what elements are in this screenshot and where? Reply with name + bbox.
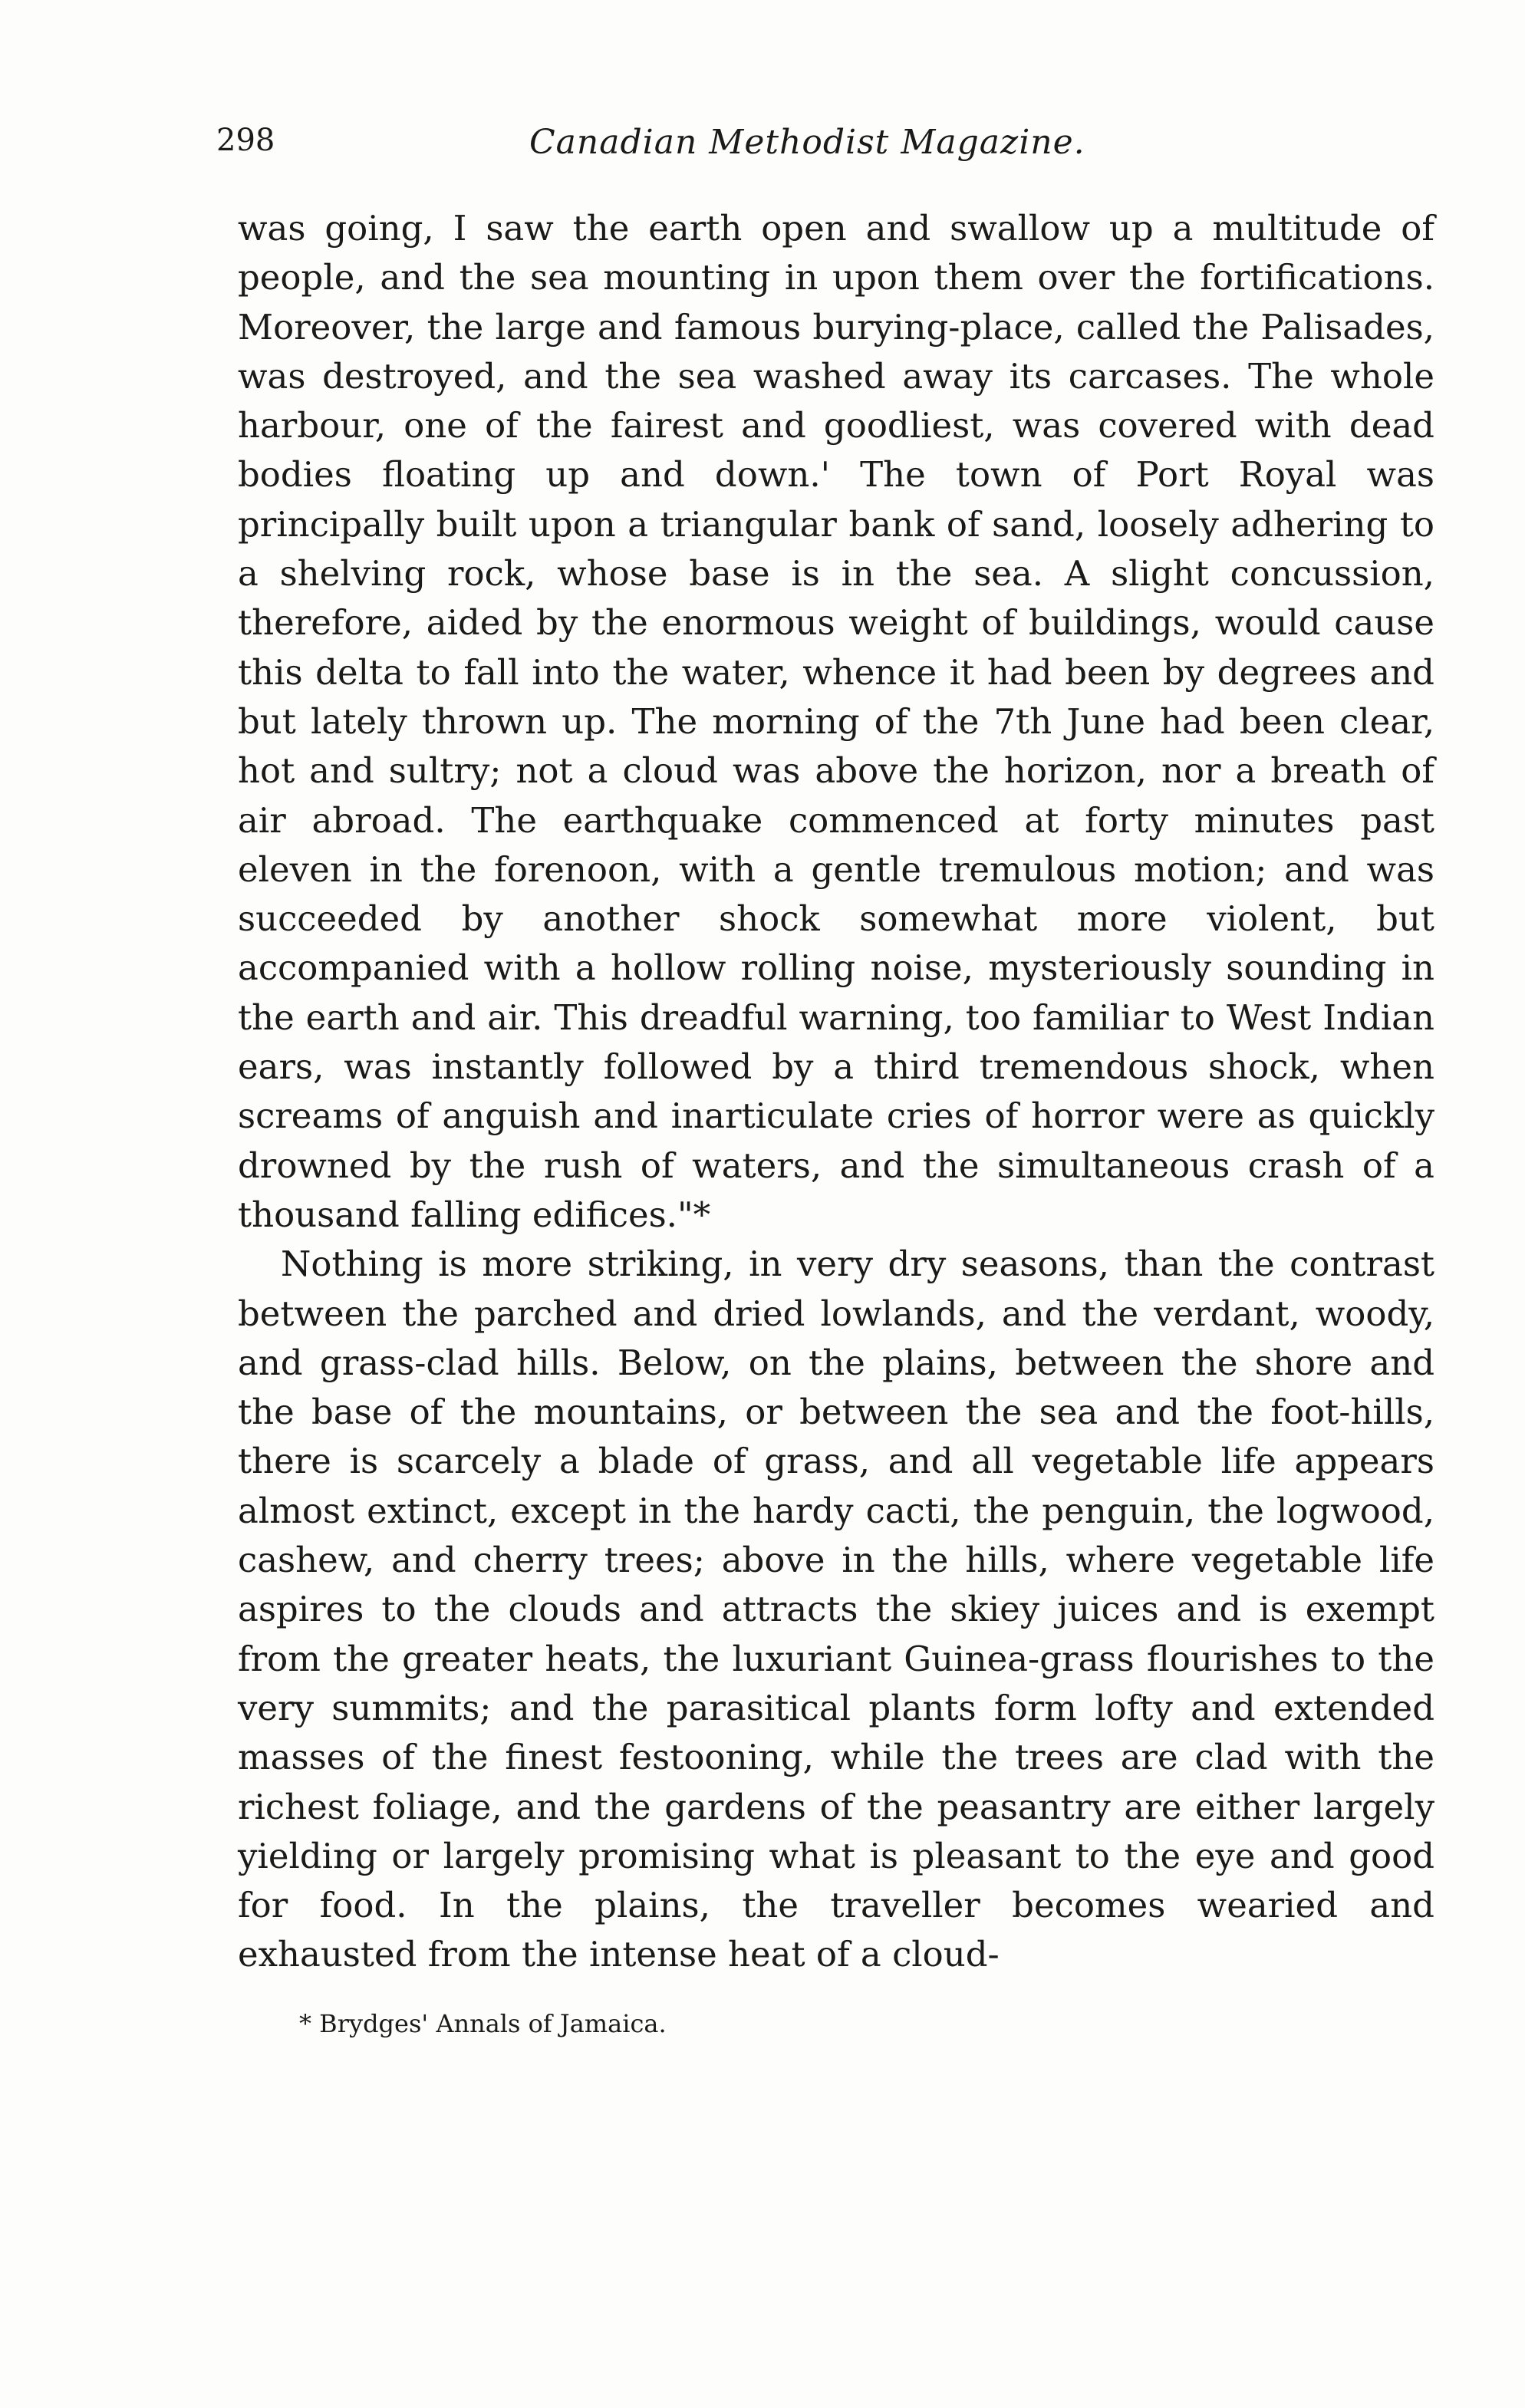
body-text bbox=[238, 204, 1434, 1980]
page-number: 298 bbox=[216, 123, 275, 158]
paragraph-continued: was going, I saw the earth open and swallow up a multitude of people, and the sea mounting in upon them over the fortifications. Moreover, the large and famous burying-place, called the Palisades, was destroyed, and the sea washed away its carcases. The whole harbour, one of the fairest and goodliest, was covered with dead bodies floating up and down.' The town of Port Royal was principally built upon a triangular bank of sand, loosely adhering to a shelving rock, whose base is in the sea. A slight concussion, therefore, aided by the enormous weight of buildings, would cause this delta to fall into the water, whence it had been by degrees and but lately thrown up. The morning of the 7th June had been clear, hot and sultry; not a cloud was above the horizon, nor a breath of air abroad. The earthquake commenced at forty minutes past eleven in the forenoon, with a gentle tremulous motion; and was succeeded by another shock somewhat more violent, but accompanied with a hollow rolling noise, mysteriously sounding in the earth and air. This dreadful warning, too familiar to West Indian ears, was instantly followed by a third tremendous shock, when screams of anguish and inarticulate cries of horror were as quickly drowned by the rush of waters, and the simultaneous crash of a thousand falling edifices."* bbox=[238, 208, 1434, 1235]
footnote: * Brydges' Annals of Jamaica. bbox=[299, 2008, 667, 2038]
running-title: Canadian Methodist Magazine. bbox=[529, 123, 1085, 162]
book-page bbox=[216, 123, 1434, 2038]
page-header bbox=[216, 123, 1434, 181]
paragraph: Nothing is more striking, in very dry seasons, than the contrast between the parched and dried lowlands, and the verdant, woody, and grass-clad hills. Below, on the plains, between the shore and the base of the mountains, or between the sea and the foot-hills, there is scarcely a blade of grass, and all vegetable life appears almost extinct, except in the hardy cacti, the penguin, the logwood, cashew, and cherry trees; above in the hills, where vegetable life aspires to the clouds and attracts the skiey juices and is exempt from the greater heats, the luxuriant Guinea-grass flourishes to the very summits; and the parasitical plants form lofty and extended masses of the finest festooning, while the trees are clad with the richest foliage, and the gardens of the peasantry are either largely yielding or largely promising what is pleasant to the eye and good for food. In the plains, the traveller becomes wearied and exhausted from the intense heat of a cloud- bbox=[238, 1244, 1434, 1975]
